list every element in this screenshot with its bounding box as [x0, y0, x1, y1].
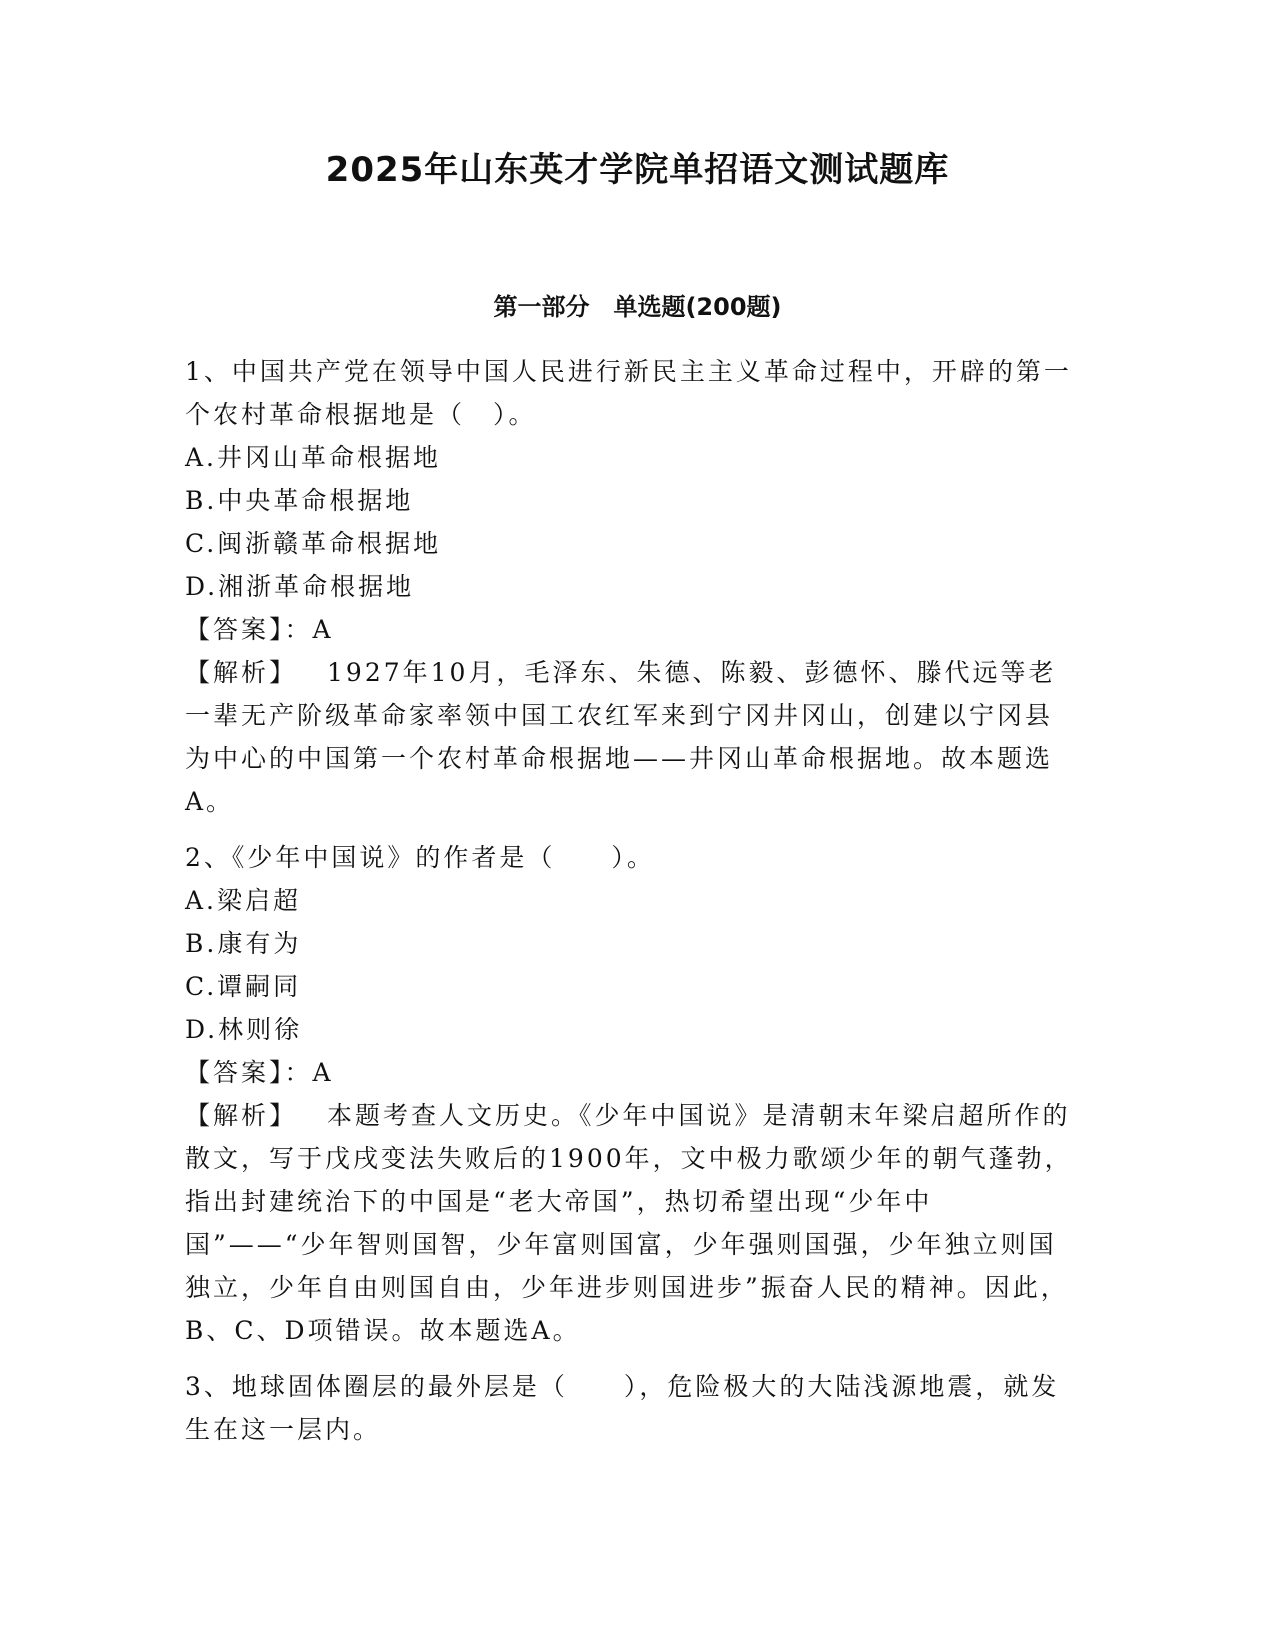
answer-label: 【答案】： [185, 615, 313, 644]
answer-label: 【答案】： [185, 1058, 313, 1087]
question-stem: 3、地球固体圈层的最外层是（ ），危险极大的大陆浅源地震，就发生在这一层内。 [185, 1372, 1060, 1444]
option-b: B.康有为 [185, 929, 302, 958]
option-d: D.湘浙革命根据地 [185, 572, 415, 601]
answer-line [185, 1051, 1075, 1094]
answer-value: A [312, 1058, 334, 1087]
analysis-text: 1927年10月，毛泽东、朱德、陈毅、彭德怀、滕代远等老一辈无产阶级革命家率领中国工农红军来到宁冈井冈山，创建以宁冈县为中心的中国第一个农村革命根据地——井冈山革命根据地。故本题选A。 [185, 658, 1057, 816]
analysis-paragraph [185, 651, 1075, 823]
question-1 [185, 350, 1075, 823]
question-3 [185, 1365, 1075, 1451]
analysis-label: 【解析】 [185, 1101, 298, 1130]
option-b: B.中央革命根据地 [185, 486, 414, 515]
document-title: 2025年山东英才学院单招语文测试题库 [325, 150, 950, 190]
question-stem: 2、《少年中国说》的作者是（ ）。 [185, 843, 655, 872]
analysis-text: 本题考查人文历史。《少年中国说》是清朝末年梁启超所作的散文，写于戊戌变法失败后的1900年，文中极力歌颂少年的朝气蓬勃，指出封建统治下的中国是“老大帝国”，热切希望出现“少年中国”——“少年智则国智，少年富则国富，少年强则国强，少年独立则国独立，少年自由则国自由，少年进步则国进步”振奋人民的精神。因此，B、C、D项错误。故本题选A。 [185, 1101, 1073, 1345]
question-2 [185, 836, 1075, 1352]
answer-value: A [312, 615, 334, 644]
option-c: C.闽浙赣革命根据地 [185, 529, 442, 558]
option-a: A.井冈山革命根据地 [185, 443, 442, 472]
option-d: D.林则徐 [185, 1015, 303, 1044]
question-stem: 1、中国共产党在领导中国人民进行新民主主义革命过程中，开辟的第一个农村革命根据地是（ ）。 [185, 357, 1072, 429]
analysis-paragraph [185, 1094, 1075, 1352]
section-title: 第一部分 单选题(200题) [493, 293, 782, 321]
answer-line [185, 608, 1075, 651]
option-c: C.谭嗣同 [185, 972, 302, 1001]
analysis-label: 【解析】 [185, 658, 298, 687]
option-a: A.梁启超 [185, 886, 302, 915]
question-list [185, 350, 1075, 1464]
